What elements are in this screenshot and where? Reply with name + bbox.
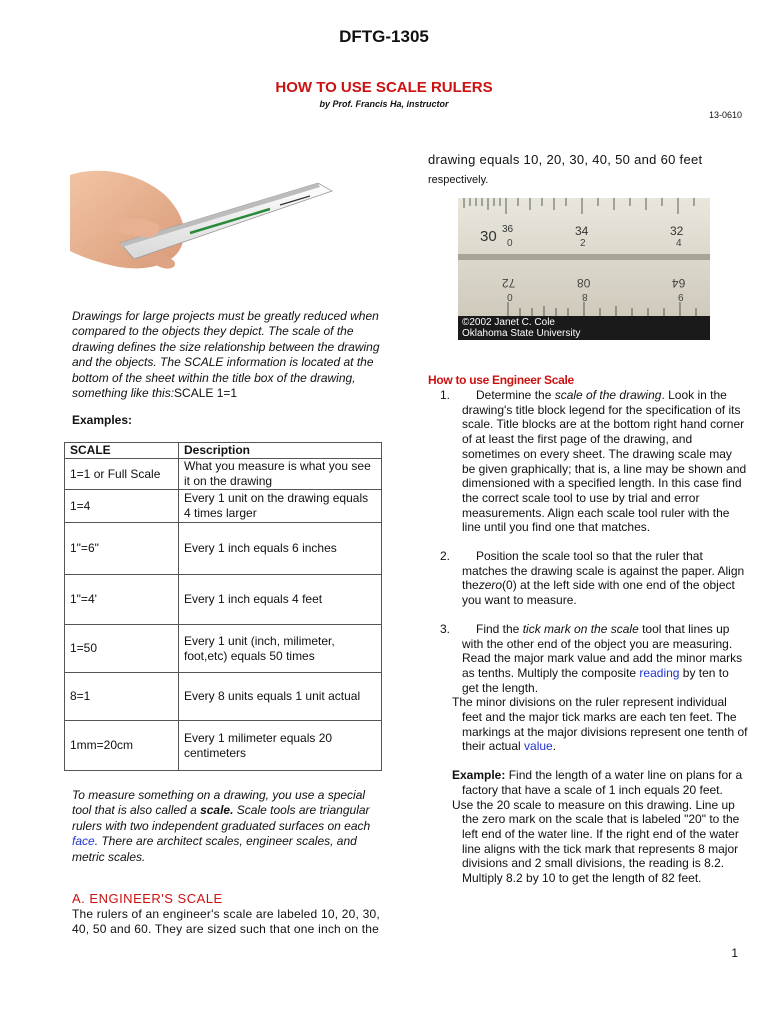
table-row — [65, 459, 382, 490]
use-text: Use the 20 scale to measure on this drawing. Line up the zero mark on the scale that is labeled "20" to the left end of the water line. If the right end of the water line aligns with the tick mark that represents 8 major divisions and 2 small divisions, the reading is 8.2. Multiply 8.2 by 10 to get the length of 82 feet. — [452, 797, 740, 886]
photo-credit — [462, 317, 580, 339]
continued-text-tail: respectively. — [428, 174, 489, 186]
step-text: (0) at the left side with one end of the object you want to measure. — [462, 578, 735, 608]
intro-paragraph — [72, 309, 382, 401]
table-header-row — [65, 443, 382, 459]
example-paragraph — [436, 768, 748, 797]
scale-term: scale. — [200, 803, 234, 818]
intro-text: Drawings for large projects must be greatly reduced when compared to the objects they depict. The scale of the drawing defines the size relationship between the drawing and the objects. The SCALE information is located at the bottom of the sheet within the title box of the drawing, something like this: — [72, 309, 380, 401]
face-link[interactable]: face — [72, 834, 95, 849]
minor-divisions-paragraph — [436, 695, 748, 754]
step-emphasis: scale of the drawing — [554, 388, 662, 402]
step-emphasis: tick mark on the scale — [522, 621, 639, 636]
description-cell: Every 1 unit (inch, milimeter, foot,etc) equals 50 times — [179, 625, 382, 673]
step-text: Position the scale tool so that the ruler that matches the drawing scale is against the paper. Align the — [462, 549, 745, 593]
photo-credit-line: ©2002 Janet C. Cole — [462, 317, 555, 328]
table-row — [65, 490, 382, 523]
example-text: Find the length of a water line on plans for a factory that have a scale of 1 inch equals 20 feet. — [462, 768, 743, 797]
step-text: Determine the — [476, 388, 555, 402]
step-emphasis: zero — [478, 578, 503, 593]
step-3 — [436, 622, 748, 696]
step-number: 3. — [440, 621, 451, 636]
table-row — [65, 575, 382, 625]
step-text: by ten to get the length. — [462, 665, 729, 695]
description-cell: Every 1 inch equals 6 inches — [179, 523, 382, 575]
ruler-number: 0 — [507, 291, 513, 302]
value-link[interactable]: value — [524, 739, 553, 754]
ruler-number: 4 — [676, 238, 682, 249]
column-header-description: Description — [179, 443, 382, 459]
how-to-heading: How to use Engineer Scale — [428, 373, 574, 387]
scale-cell: 1mm=20cm — [65, 721, 179, 771]
measure-text: Scale tools are triangular rulers with two independent graduated surfaces on each — [72, 803, 371, 833]
table-row — [65, 523, 382, 575]
byline: by Prof. Francis Ha, instructor — [319, 99, 449, 109]
ruler-number: 9 — [678, 291, 684, 302]
step-number: 2. — [440, 549, 451, 564]
description-cell: Every 1 inch equals 4 feet — [179, 575, 382, 625]
photo-credit-line: Oklahoma State University — [462, 328, 581, 339]
continued-paragraph — [428, 151, 748, 189]
scale-cell: 1"=6" — [65, 523, 179, 575]
ruler-number: 72 — [502, 276, 516, 290]
examples-label: Examples: — [72, 413, 133, 427]
description-cell: Every 8 units equals 1 unit actual — [179, 673, 382, 721]
ruler-number: 36 — [502, 224, 514, 235]
scale-examples-table — [64, 442, 382, 771]
measure-text: . There are architect scales, engineer scales, and metric scales. — [72, 834, 357, 864]
course-code: DFTG-1305 — [339, 27, 429, 46]
hand-holding-scale-photo — [70, 155, 340, 285]
minor-text: . — [552, 739, 557, 754]
measure-paragraph — [72, 788, 382, 865]
continued-text: drawing equals 10, 20, 30, 40, 50 and 60 feet — [428, 152, 703, 167]
step-number: 1. — [440, 388, 451, 402]
measure-text: To measure something on a drawing, you use a special tool that is also called a — [72, 788, 366, 818]
description-cell: What you measure is what you see it on the drawing — [179, 459, 382, 490]
page-title: HOW TO USE SCALE RULERS — [275, 79, 493, 96]
ruler-number: 0 — [507, 238, 513, 249]
example-label: Example: — [452, 768, 506, 783]
step-2 — [436, 549, 748, 608]
use-paragraph — [436, 798, 748, 886]
description-cell: Every 1 unit on the drawing equals 4 times larger — [179, 490, 382, 523]
column-header-scale: SCALE — [65, 443, 179, 459]
step-text: tool that lines up with the other end of the object you are measuring. Read the major mark value and add the minor marks as tenths. Multiply the composite — [462, 621, 743, 680]
description-cell: Every 1 milimeter equals 20 centimeters — [179, 721, 382, 771]
step-text: . Look in the drawing's title block legend for the specification of its scale. Title blocks are at the bottom right hand corner of at least the first page of the drawing, and sometimes on every sheet. The drawing scale may be given graphically; that is, a line may be shown and dimensioned with a specified length. In this case find the correct scale tool to use by trial and error measurements. Align each scale tool ruler with the line until you find one that matches. — [462, 388, 747, 535]
scale-cell: 8=1 — [65, 673, 179, 721]
scale-cell: 1=1 or Full Scale — [65, 459, 179, 490]
step-text: Find the — [476, 621, 523, 636]
document-number: 13-0610 — [708, 110, 742, 120]
steps-list — [436, 388, 748, 886]
scale-example-text: SCALE 1=1 — [174, 386, 238, 401]
table-row — [65, 625, 382, 673]
scale-cell: 1=4 — [65, 490, 179, 523]
section-a-body: The rulers of an engineer's scale are labeled 10, 20, 30, 40, 50 and 60. They are sized such that one inch on the — [72, 907, 380, 937]
step-1 — [436, 388, 748, 535]
table-row — [65, 673, 382, 721]
ruler-number: 32 — [670, 224, 684, 238]
page-number: 1 — [731, 946, 738, 960]
reading-link[interactable]: reading — [639, 665, 680, 680]
section-a-heading: A. ENGINEER'S SCALE — [72, 891, 223, 906]
scale-cell: 1"=4' — [65, 575, 179, 625]
ruler-number: 34 — [575, 224, 589, 238]
ruler-number: 2 — [580, 238, 586, 249]
scale-cell: 1=50 — [65, 625, 179, 673]
table-row — [65, 721, 382, 771]
ruler-number: 64 — [672, 276, 686, 290]
minor-text: The minor divisions on the ruler represent individual feet and the major tick marks are each ten feet. The markings at the major divisions represent one tenth of their actual — [452, 695, 748, 754]
ruler-number: 08 — [577, 276, 591, 290]
ruler-number: 30 — [480, 228, 497, 245]
ruler-number: 8 — [582, 291, 588, 302]
scale-ruler-closeup-photo — [458, 198, 710, 340]
